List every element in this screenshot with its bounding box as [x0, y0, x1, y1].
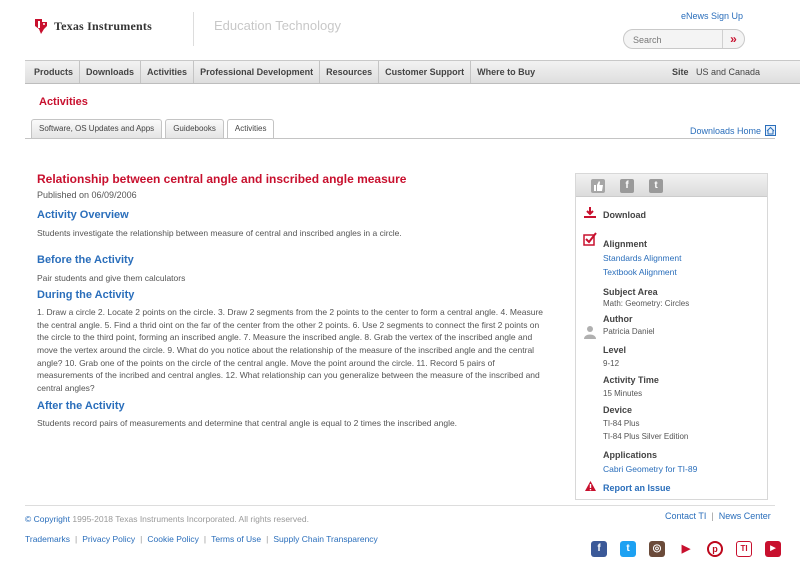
- copyright-text: 1995-2018 Texas Instruments Incorporated. All rights reserved.: [72, 514, 309, 524]
- tab-software-os-updates[interactable]: Software, OS Updates and Apps: [31, 119, 162, 138]
- activity-sidebar: [575, 173, 768, 500]
- privacy-policy-link[interactable]: Privacy Policy: [82, 534, 136, 544]
- nav-item-where-to-buy[interactable]: Where to Buy: [477, 67, 536, 77]
- search-input[interactable]: [633, 33, 723, 46]
- site-selector[interactable]: US and Canada: [696, 67, 761, 77]
- facebook-share-icon[interactable]: f: [620, 179, 634, 193]
- author-icon: [583, 324, 597, 340]
- brand-name: Texas Instruments: [54, 18, 152, 33]
- nav-item-downloads[interactable]: Downloads: [80, 61, 141, 83]
- division-title: Education Technology: [214, 18, 341, 33]
- main-nav: [25, 60, 800, 84]
- twitter-icon[interactable]: t: [620, 541, 636, 557]
- pinterest-icon[interactable]: p: [707, 541, 723, 557]
- download-link[interactable]: Download: [603, 210, 646, 220]
- separator: |: [140, 534, 143, 544]
- cabri-geometry-link[interactable]: Cabri Geometry for TI-89: [603, 464, 698, 474]
- activity-content: [37, 172, 552, 430]
- separator: |: [711, 511, 714, 521]
- separator: |: [75, 534, 78, 544]
- report-issue-link[interactable]: Report an Issue: [603, 483, 671, 493]
- level-label: Level: [603, 345, 627, 355]
- published-date: Published on 06/09/2006: [37, 190, 137, 200]
- header-divider: [193, 12, 194, 46]
- tab-activities[interactable]: Activities: [227, 119, 275, 139]
- copyright-symbol: © Copyright: [25, 514, 71, 524]
- checkmark-icon: [583, 232, 597, 246]
- nav-item-products[interactable]: Products: [28, 61, 80, 83]
- download-icon: [583, 206, 597, 220]
- alignment-label: Alignment: [603, 239, 647, 249]
- device-value-2: TI-84 Plus Silver Edition: [603, 432, 689, 441]
- during-text: 1. Draw a circle 2. Locate 2 points on the circle. 3. Draw 2 segments from the 2 points to the center to form a central angle. 4. Measure the central angle. 5. Find a thrid oint on the far of the center from the other 2 points. 6. Use 2 segments to connect the first 2 points on the circle to the third point, forming an inscribed angle. 7. Measure the inscribed angle. 8. Grab the vertex of the inscribed angle and move the vertex around the circle. 9. What do you notice about the relationship of the measure of the inscribed angle and the central angle? 10. Grab one of the points on the circle of the central angle. Move the point around the circle. 11. Record 5 pairs of measurements of the incribed and central angles. 12. What relationship can you generalize between the measure of the inscribed and central angles?: [37, 307, 543, 393]
- author-label: Author: [603, 314, 633, 324]
- device-label: Device: [603, 405, 633, 415]
- before-heading: Before the Activity: [37, 253, 134, 266]
- facebook-icon[interactable]: f: [591, 541, 607, 557]
- site-header: [0, 0, 800, 58]
- tab-guidebooks[interactable]: Guidebooks: [165, 119, 224, 138]
- social-icons: [591, 541, 781, 557]
- legal-links: [25, 534, 378, 544]
- tab-bar: [31, 119, 274, 139]
- contact-links: [665, 511, 771, 521]
- terms-of-use-link[interactable]: Terms of Use: [211, 534, 262, 544]
- alert-icon: [583, 480, 598, 495]
- activity-title: Relationship between central angle and inscribed angle measure: [37, 172, 407, 186]
- nav-item-customer-support[interactable]: Customer Support: [379, 61, 471, 83]
- nav-item-resources[interactable]: Resources: [320, 61, 379, 83]
- copyright: [25, 514, 309, 524]
- search-box: [623, 29, 745, 49]
- cookie-policy-link[interactable]: Cookie Policy: [147, 534, 199, 544]
- activity-time-value: 15 Minutes: [603, 389, 643, 398]
- applications-label: Applications: [603, 450, 658, 460]
- ti-logo[interactable]: [33, 17, 152, 35]
- overview-text: Students investigate the relationship between measure of central and inscribed angles in a circle.: [37, 228, 402, 238]
- enews-signup-link[interactable]: eNews Sign Up: [680, 11, 743, 21]
- supply-chain-link[interactable]: Supply Chain Transparency: [273, 534, 378, 544]
- nav-item-activities[interactable]: Activities: [141, 61, 194, 83]
- like-icon[interactable]: [591, 179, 605, 193]
- before-text: Pair students and give them calculators: [37, 272, 186, 283]
- youtube-icon[interactable]: ▶: [678, 541, 694, 557]
- after-text: Students record pairs of measurements and determine that central angle is equal to 2 times the inscribed angle.: [37, 418, 458, 429]
- ti-logo-icon: [33, 17, 49, 35]
- separator: |: [266, 534, 269, 544]
- twitter-share-icon[interactable]: t: [649, 179, 663, 193]
- footer-divider: [25, 505, 775, 506]
- instagram-icon[interactable]: ◎: [649, 541, 665, 557]
- downloads-home-link[interactable]: [690, 125, 776, 136]
- nav-item-professional-development[interactable]: Professional Development: [194, 61, 320, 83]
- during-heading: During the Activity: [37, 289, 135, 302]
- overview-heading: Activity Overview: [37, 209, 129, 221]
- textbook-alignment-link[interactable]: Textbook Alignment: [603, 267, 677, 277]
- downloads-home-label: Downloads Home: [690, 125, 762, 136]
- share-bar: [576, 174, 767, 197]
- device-value-1: TI-84 Plus: [603, 419, 640, 428]
- subject-area-value: Math: Geometry: Circles: [603, 299, 690, 308]
- trademarks-link[interactable]: Trademarks: [25, 534, 71, 544]
- home-icon: [765, 125, 776, 136]
- ti-blog-icon[interactable]: TI: [736, 541, 752, 557]
- site-label: Site: [672, 67, 689, 77]
- news-center-link[interactable]: News Center: [718, 511, 771, 521]
- search-button[interactable]: »: [722, 30, 744, 48]
- contact-ti-link[interactable]: Contact TI: [665, 511, 707, 521]
- tab-divider: [25, 138, 775, 139]
- subject-area-label: Subject Area: [603, 287, 658, 297]
- separator: |: [203, 534, 207, 544]
- activity-time-label: Activity Time: [603, 375, 659, 385]
- standards-alignment-link[interactable]: Standards Alignment: [603, 253, 682, 263]
- after-heading: After the Activity: [37, 400, 125, 413]
- level-value: 9-12: [603, 359, 620, 368]
- youtube-channel-icon[interactable]: ▶: [765, 541, 781, 557]
- author-value: Patricia Daniel: [603, 327, 655, 336]
- page-section-title: Activities: [39, 96, 88, 108]
